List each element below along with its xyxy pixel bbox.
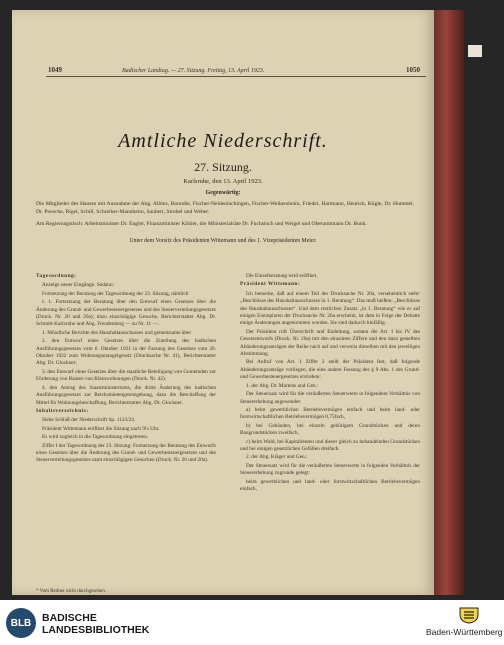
footer-bar xyxy=(0,600,504,645)
scanned-page xyxy=(12,10,434,595)
library-name-line1: BADISCHE xyxy=(42,612,97,624)
paragraph: 1. Mündliche Berichte des Haushaltausschusses und gemeinsame über xyxy=(42,329,192,336)
paragraph: Anzeige neuer Eingänge. Sodann: xyxy=(42,282,115,289)
paragraph: Bei Aufruf von Art. 1 Ziffer 2 stellt der Präsident fest, daß folgende Abänderungsanträge vorliegen, die eine andere Fassung des § 9 Abs. 1 des Grund- und Gewerbesteuergesetzes erstreben: xyxy=(240,359,420,381)
paragraph: a) beim gewerblichen Betriebsvermögen einfach und beim land- oder forstwirtschaftlichen Betriebsvermögen 0,75fach, xyxy=(240,406,420,421)
paragraph: Ich bemerke, daß auf einem Teil der Drucksache Nr. 20a, versehentlich steht: „Beschlüsse des Haushaltausschusses in 1. Beratung“. Das muß heißen: „Beschlüsse des Haushaltausschusses“. Und dem restlichen Zusatz „in 1. Beratung“ wie er auf einigen Exemplaren der Drucksache Nr. 20a erscheint, ist dem in Folge der Debatte einige Änderungen angenommen worden. Sie sind dadurch hinfällig. xyxy=(240,290,420,327)
running-head: Badischer Landtag. — 27. Sitzung. Freitag, 13. April 1923. xyxy=(122,68,265,74)
page-number-left: 1049 xyxy=(48,66,62,74)
coat-of-arms-icon xyxy=(456,606,482,624)
chair-line: Unter dem Vorsitz des Präsidenten Wittemann und des 1. Vizepräsidenten Meier. xyxy=(129,238,317,244)
paragraph: I. 1. Fortsetzung der Beratung über den Entwurf eines Gesetzes über die Änderung des Grund- und Gewerbesteuergesetzes und des Steuerverteilungsgesetzes (Druck. Nr. 20 und 20a); dazu einschlägige Gesuche, Berichterstatter Abg. Dr. Schmitt-Karlsruhe und Abg. Freudenberg — zu Nr. 11 —. xyxy=(36,299,216,328)
present-members: Die Mitglieder des Hauses mit Ausnahme der Abg. Albiez, Bonndie, Fischer-Neidenlachingen, Fischer-Weikersheim, Friedel, Hartmann, Heurich, Kügle, Dr. Hummel, Dr. Poesche, Rigel, Schill, Schreiber-Mannheim, Saubert, Strobel und Weber. xyxy=(36,201,414,215)
paragraph: Fortsetzung der Beratung der Tagesordnung der 23. Sitzung, nämlich xyxy=(42,290,189,297)
index-heading: Inhaltsverzeichnis: xyxy=(36,407,89,414)
right-column xyxy=(240,273,420,494)
footnote: * Vom Redner nicht durchgesehen. xyxy=(36,589,106,594)
document-title: Amtliche Niederschrift. xyxy=(118,130,328,152)
paragraph: Präsident Wittemann eröffnet die Sitzung nach 9¼ Uhr. xyxy=(42,425,160,432)
paragraph: 4. den Antrag des Staatsministeriums, die dritte Änderung des badischen Ausführungsgesetzes zur Reichsmietengesetzgebung, dazu die Beschaffung der Mittel für Wohnungsbeschaffung, Berichterstatter Abg. Dr. Glockner. xyxy=(36,384,216,406)
dateline: Karlsruhe, den 13. April 1923. xyxy=(183,178,263,185)
agenda-heading: Tagesordnung: xyxy=(36,273,77,279)
paragraph: Siehe Schluß der Niederschrift Sp. 1123/24. xyxy=(42,417,136,424)
government-table: Am Regierungstisch: Arbeitsminister Dr. Engler, Finanzminister Köhler, die Ministerialräte Dr. Fuchsloch und Weigel und Oberamtmann Dr. Bunk. xyxy=(36,221,367,227)
page-tab xyxy=(468,45,482,57)
speaker-heading: Präsident Wittemann: xyxy=(240,281,301,288)
left-column xyxy=(36,273,216,466)
paragraph: c) beim Wald, bei Kapitalrenten und dieser gleich zu behandelnden Grundstücken und bei einigen gesetzlichen Gefällen dreifach. xyxy=(240,438,420,452)
paragraph: Die Einzelberatung wird eröffnet. xyxy=(246,273,318,279)
paragraph: 2. der Abg. Kläger und Gen.: xyxy=(246,454,308,461)
header-rule xyxy=(46,76,426,77)
paragraph: Ziffer I der Tagesordnung der 23. Sitzung: Fortsetzung der Beratung des Entwurfs eines Gesetzes über die Änderung des Grund- und Gewerbesteuergesetzes und des Steuerverteilungsgesetzes samt einschlägigen Gesuchen (Druck. Nr. 20 und 20a). xyxy=(36,442,216,464)
page-number-right: 1050 xyxy=(406,66,420,74)
paragraph: Es wird zugleich in die Tagesordnung eingetreten. xyxy=(42,434,149,441)
paragraph: 2. den Entwurf eines Gesetzes über die Zuteilung des badischen Ausführungsgesetzes vom 6. Oktober 1921 in der Fassung des Gesetzes vom 20. Oktober 1922 zum Wohnungsmangelgesetz (Drucksache Nr. 41), Berichterstatter Abg. Dr. Glockner; xyxy=(36,338,216,367)
paragraph: 1. der Abg. Dr. Martens und Gen.: xyxy=(246,382,319,389)
paragraph: Der Steuersatz wird für die veräußerten Steuerwerte in folgenden Verhältnis der Steuererhebung zugrunde gelegt: xyxy=(240,462,420,477)
paragraph: Der Steuersatz wird für die veräußerten Steuerwerte in folgendem Verhältnis von Steuererhebung angewendet: xyxy=(240,391,420,405)
present-heading: Gegenwärtig: xyxy=(205,190,241,196)
session-heading: 27. Sitzung. xyxy=(194,160,252,174)
book-spine-edge xyxy=(434,10,464,595)
paragraph: 3. den Entwurf eines Gesetzes über die staatliche Beteiligung von Gemeinden zur Förderung von Bauten von Kleinwohnungen (Druck. Nr. 42). xyxy=(36,368,216,383)
paragraph: b) bei Gebäuden, bei einzeln gehörigem Grundstücken und deren Baugrundstücken zweifach, xyxy=(240,422,420,437)
paragraph: beim gewerblichen und land- oder forstwirtschaftlichen Betriebsvermögen einfach, xyxy=(240,478,420,492)
library-name-line2: LANDESBIBLIOTHEK xyxy=(42,624,150,636)
blb-logo-icon[interactable]: BLB xyxy=(6,608,36,638)
library-name[interactable] xyxy=(42,612,149,636)
paragraph: Der Präsident ruft Überschrift und Einleitung, sodann die Art. I bis IV des Gesetzentwurfs (Druck. Nr. 20a) mit den einzelnen Ziffern und den dazu gestellten Abänderungsanträgen der Reihe nach auf und verweist dieselben mit den jeweiligen Abstimmung. xyxy=(240,328,420,358)
state-name: Baden-Württemberg xyxy=(426,627,503,637)
